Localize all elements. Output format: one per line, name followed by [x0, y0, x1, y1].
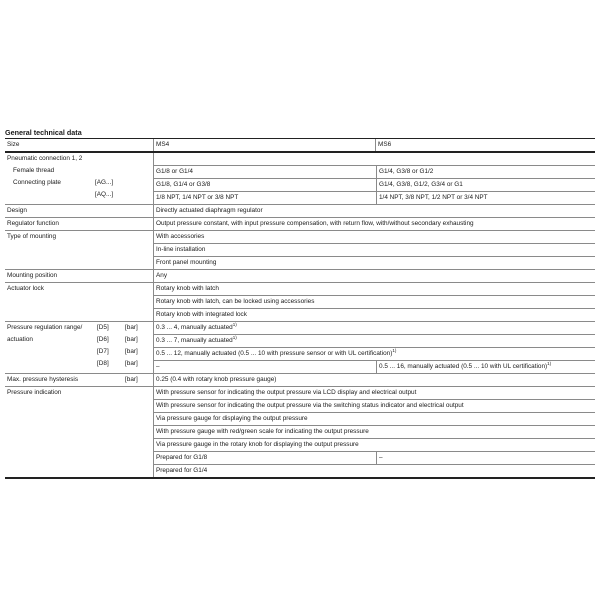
row-max-pressure-hysteresis: Max. pressure hysteresis [bar] 0.25 (0.4 with rotary knob pressure gauge) [5, 374, 595, 387]
row-design: Design Directly actuated diaphragm regulator [5, 205, 595, 218]
row-pressure-indication: Pressure indication With pressure sensor for indicating the output pressure via LCD display and electrical output With pressure sensor for indicating the output pressure via the switching status indicator and electrical output Via pressure gauge for displaying the output pressure With pressure gauge with red/green scale for indicating the output pressure Via pressure gauge in the rotary knob for displaying the output pressure Prepared for G1/8 – Prepared for G1/4 [5, 387, 595, 479]
connecting-plate-label: Connecting plate [13, 179, 61, 186]
plate-ag-row: G1/8, G1/4 or G3/8 G1/4, G3/8, G1/2, G3/4 or G1 [154, 179, 595, 192]
header-ms6: MS6 [375, 139, 595, 151]
female-thread-row: G1/8 or G1/4 G1/4, G3/8 or G1/2 [154, 166, 595, 179]
row-actuator-lock: Actuator lock Rotary knob with latch Rotary knob with latch, can be locked using accessories Rotary knob with integrated lock [5, 283, 595, 322]
header-size: Size [7, 141, 20, 148]
code-ag: [AG...] [95, 179, 114, 186]
table-header [5, 138, 595, 153]
row-mounting-position: Mounting position Any [5, 270, 595, 283]
row-pneumatic-connection [5, 153, 595, 205]
row-type-of-mounting: Type of mounting With accessories In-line installation Front panel mounting [5, 231, 595, 270]
header-ms4: MS4 [153, 139, 375, 151]
female-thread-label: Female thread [13, 167, 55, 174]
row-pressure-regulation-range: Pressure regulation range/ actuation [D5] [bar] [D6] [bar] [D7] [bar] [D8] [bar] 0.3 ... 4, manually actuated$^{1)}$ 0.3 ... 7, manually actuated$^{1)}$ 0.5 ... 12, manually actuated (0.5 ... 10 with pressure sensor or with UL certification)$^{1)}$ – 0.5 ... 16, manually actuated (0.5 ... 10 with UL certification)$^{1)}$ [5, 322, 595, 374]
pneumatic-label: Pneumatic connection 1, 2 [7, 155, 83, 162]
code-aq: [AQ...] [95, 191, 114, 198]
technical-data-document [5, 127, 595, 479]
document-title: General technical data [5, 128, 82, 137]
plate-aq-row: 1/8 NPT, 1/4 NPT or 3/8 NPT 1/4 NPT, 3/8 NPT, 1/2 NPT or 3/4 NPT [154, 192, 595, 204]
row-regulator-function: Regulator function Output pressure constant, with input pressure compensation, with return flow, with/without secondary exhausting [5, 218, 595, 231]
